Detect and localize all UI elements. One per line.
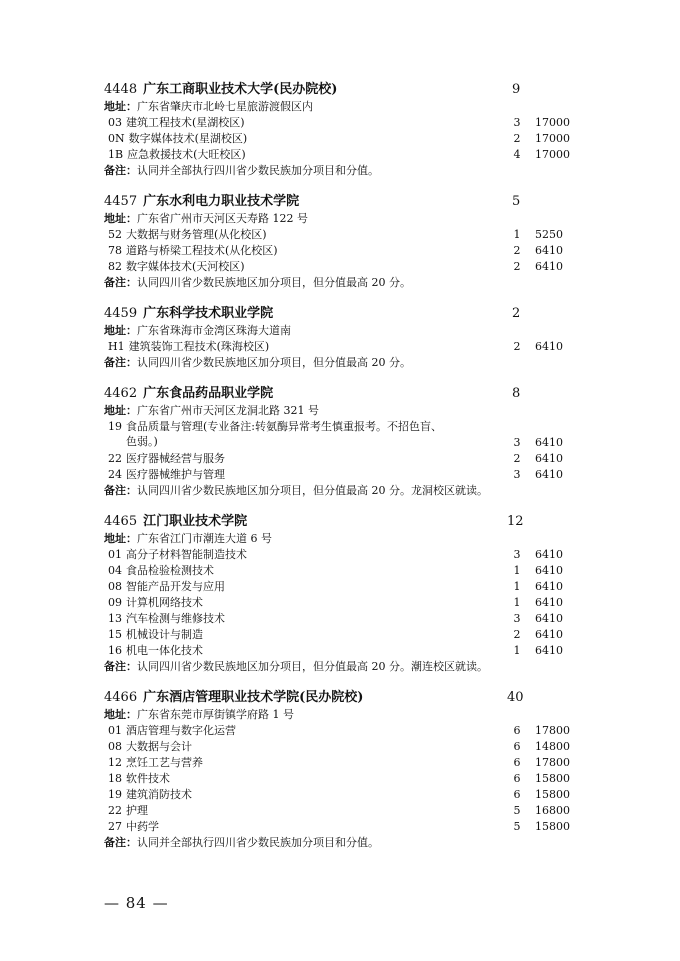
major-plan-count: 6 [513,772,521,785]
major-plan-count: 2 [513,628,521,641]
note-value: 认同四川省少数民族地区加分项目，但分值最高 20 分。潮连校区就读。 [137,660,488,673]
note-label: 备注： [104,356,137,369]
major-tuition-fee: 5250 [535,228,563,241]
school-heading [104,194,299,210]
major-tuition-fee: 16800 [535,804,570,817]
major-code: 1B [108,148,124,161]
major-code: 04 [108,564,122,577]
school-name: 广东科学技术职业学院 [143,306,274,321]
major-row [108,756,203,770]
major-row [108,548,247,562]
major-tuition-fee: 6410 [535,452,563,465]
major-row [108,644,203,658]
note-label: 备注： [104,484,137,497]
major-code: 03 [108,116,122,129]
school-plan-total: 9 [512,82,521,97]
major-plan-count: 6 [513,788,521,801]
note-label: 备注： [104,836,137,849]
major-tuition-fee: 6410 [535,436,563,449]
school-heading [104,690,363,706]
school-plan-total: 40 [507,690,524,705]
major-name: 烹饪工艺与营养 [126,756,203,769]
major-name: 食品检验检测技术 [126,564,214,577]
school-address [104,404,319,418]
note-label: 备注： [104,164,137,177]
address-value: 广东省广州市天河区天寿路 122 号 [137,212,308,225]
major-tuition-fee: 6410 [535,644,563,657]
major-row [108,228,267,242]
note-value: 认同四川省少数民族地区加分项目，但分值最高 20 分。 [137,356,411,369]
major-tuition-fee: 17000 [535,148,570,161]
major-row [108,148,246,162]
address-label: 地址： [104,100,137,113]
address-label: 地址： [104,708,137,721]
school-name: 广东食品药品职业学院 [143,386,274,401]
major-plan-count: 2 [513,132,521,145]
major-plan-count: 1 [513,644,521,657]
major-tuition-fee: 6410 [535,260,563,273]
major-row [108,740,192,754]
major-code: 12 [108,756,122,769]
major-code: 22 [108,804,122,817]
major-plan-count: 3 [513,468,521,481]
school-address [104,532,272,546]
major-row [108,596,203,610]
major-code: 13 [108,612,122,625]
major-plan-count: 2 [513,452,521,465]
major-plan-count: 5 [513,804,521,817]
school-heading [104,386,273,402]
major-tuition-fee: 6410 [535,468,563,481]
school-code: 4466 [104,690,138,705]
school-name: 广东工商职业技术大学(民办院校) [143,82,338,97]
major-code: 18 [108,772,122,785]
major-plan-count: 3 [513,436,521,449]
major-tuition-fee: 17800 [535,756,570,769]
major-tuition-fee: 15800 [535,772,570,785]
major-row [108,788,192,802]
school-plan-total: 5 [512,194,521,209]
school-heading [104,306,273,322]
major-name: 酒店管理与数字化运营 [126,724,236,737]
major-name: 计算机网络技术 [126,596,203,609]
address-value: 广东省广州市天河区龙洞北路 321 号 [137,404,319,417]
major-code: 01 [108,724,122,737]
school-note [104,164,379,178]
major-tuition-fee: 14800 [535,740,570,753]
note-value: 认同四川省少数民族地区加分项目，但分值最高 20 分。 [137,276,411,289]
major-name-continuation: 色弱。) [126,435,158,448]
address-label: 地址： [104,404,137,417]
school-plan-total: 8 [512,386,521,401]
major-plan-count: 3 [513,116,521,129]
school-address [104,100,313,114]
major-name: 建筑装饰工程技术(珠海校区) [128,340,270,353]
school-plan-total: 2 [512,306,521,321]
major-plan-count: 5 [513,820,521,833]
major-plan-count: 6 [513,740,521,753]
page-number: — 84 — [104,894,169,912]
note-value: 认同四川省少数民族地区加分项目，但分值最高 20 分。龙洞校区就读。 [137,484,488,497]
major-row [108,628,203,642]
school-note [104,484,488,498]
major-plan-count: 1 [513,564,521,577]
major-tuition-fee: 6410 [535,580,563,593]
major-name: 食品质量与管理(专业备注:转氨酶异常考生慎重报考。不招色盲、 [126,420,442,433]
major-name: 机械设计与制造 [126,628,203,641]
major-plan-count: 3 [513,612,521,625]
major-tuition-fee: 6410 [535,564,563,577]
major-plan-count: 2 [513,244,521,257]
major-tuition-fee: 15800 [535,788,570,801]
major-code: 19 [108,420,122,433]
major-row [108,772,170,786]
major-name: 建筑消防技术 [126,788,192,801]
school-note [104,276,411,290]
address-value: 广东省珠海市金湾区珠海大道南 [137,324,291,337]
major-name: 汽车检测与维修技术 [126,612,225,625]
major-plan-count: 1 [513,596,521,609]
major-code: 52 [108,228,122,241]
major-row [108,340,269,354]
school-note [104,660,488,674]
note-label: 备注： [104,276,137,289]
major-code: 78 [108,244,122,257]
major-name: 道路与桥梁工程技术(从化校区) [126,244,278,257]
school-address [104,324,291,338]
address-value: 广东省东莞市厚街镇学府路 1 号 [137,708,294,721]
major-row [108,820,159,834]
major-code: 01 [108,548,122,561]
major-code: 08 [108,580,122,593]
school-code: 4459 [104,306,138,321]
note-label: 备注： [104,660,137,673]
major-name: 护理 [126,804,148,817]
major-code: 0N [108,132,125,145]
note-value: 认同并全部执行四川省少数民族加分项目和分值。 [137,164,379,177]
major-code: H1 [108,340,125,353]
school-name: 广东酒店管理职业技术学院(民办院校) [143,690,364,705]
major-name: 医疗器械经营与服务 [126,452,225,465]
major-row [108,116,245,130]
major-name: 数字媒体技术(星湖校区) [128,132,248,145]
major-tuition-fee: 6410 [535,340,563,353]
major-name: 中药学 [126,820,159,833]
major-code: 19 [108,788,122,801]
major-tuition-fee: 6410 [535,244,563,257]
major-tuition-fee: 6410 [535,548,563,561]
school-note [104,836,379,850]
major-plan-count: 2 [513,340,521,353]
major-code: 22 [108,452,122,465]
school-name: 广东水利电力职业技术学院 [143,194,300,209]
school-address [104,708,294,722]
major-row [108,244,278,258]
major-code: 08 [108,740,122,753]
major-name: 软件技术 [126,772,170,785]
address-label: 地址： [104,532,137,545]
school-code: 4465 [104,514,138,529]
school-address [104,212,308,226]
major-name: 数字媒体技术(天河校区) [126,260,245,273]
major-name: 机电一体化技术 [126,644,203,657]
major-row [108,452,225,466]
note-value: 认同并全部执行四川省少数民族加分项目和分值。 [137,836,379,849]
school-heading [104,82,337,98]
major-code: 24 [108,468,122,481]
major-name: 智能产品开发与应用 [126,580,225,593]
address-value: 广东省江门市潮连大道 6 号 [137,532,272,545]
major-tuition-fee: 17000 [535,116,570,129]
school-note [104,356,411,370]
major-row [108,420,442,448]
major-name: 应急救援技术(大旺校区) [127,148,246,161]
major-row [108,580,225,594]
major-row [108,260,245,274]
major-plan-count: 2 [513,260,521,273]
major-code: 27 [108,820,122,833]
major-plan-count: 1 [513,580,521,593]
school-name: 江门职业技术学院 [143,514,248,529]
school-code: 4457 [104,194,138,209]
major-tuition-fee: 17000 [535,132,570,145]
major-plan-count: 1 [513,228,521,241]
major-row [108,612,225,626]
address-label: 地址： [104,324,137,337]
major-code: 15 [108,628,122,641]
major-plan-count: 6 [513,756,521,769]
major-row [108,132,247,146]
major-tuition-fee: 6410 [535,628,563,641]
major-plan-count: 4 [513,148,521,161]
major-row [108,468,225,482]
major-tuition-fee: 17800 [535,724,570,737]
major-tuition-fee: 6410 [535,596,563,609]
major-name: 大数据与会计 [126,740,192,753]
major-tuition-fee: 15800 [535,820,570,833]
major-name: 医疗器械维护与管理 [126,468,225,481]
major-code: 16 [108,644,122,657]
major-tuition-fee: 6410 [535,612,563,625]
school-code: 4462 [104,386,138,401]
major-code: 09 [108,596,122,609]
major-plan-count: 6 [513,724,521,737]
major-row [108,564,214,578]
school-heading [104,514,247,530]
major-code: 82 [108,260,122,273]
school-code: 4448 [104,82,138,97]
major-plan-count: 3 [513,548,521,561]
address-label: 地址： [104,212,137,225]
major-name: 大数据与财务管理(从化校区) [126,228,267,241]
major-row [108,724,236,738]
major-name: 高分子材料智能制造技术 [126,548,247,561]
school-plan-total: 12 [507,514,524,529]
major-name: 建筑工程技术(星湖校区) [126,116,245,129]
major-row [108,804,148,818]
address-value: 广东省肇庆市北岭七星旅游渡假区内 [137,100,313,113]
